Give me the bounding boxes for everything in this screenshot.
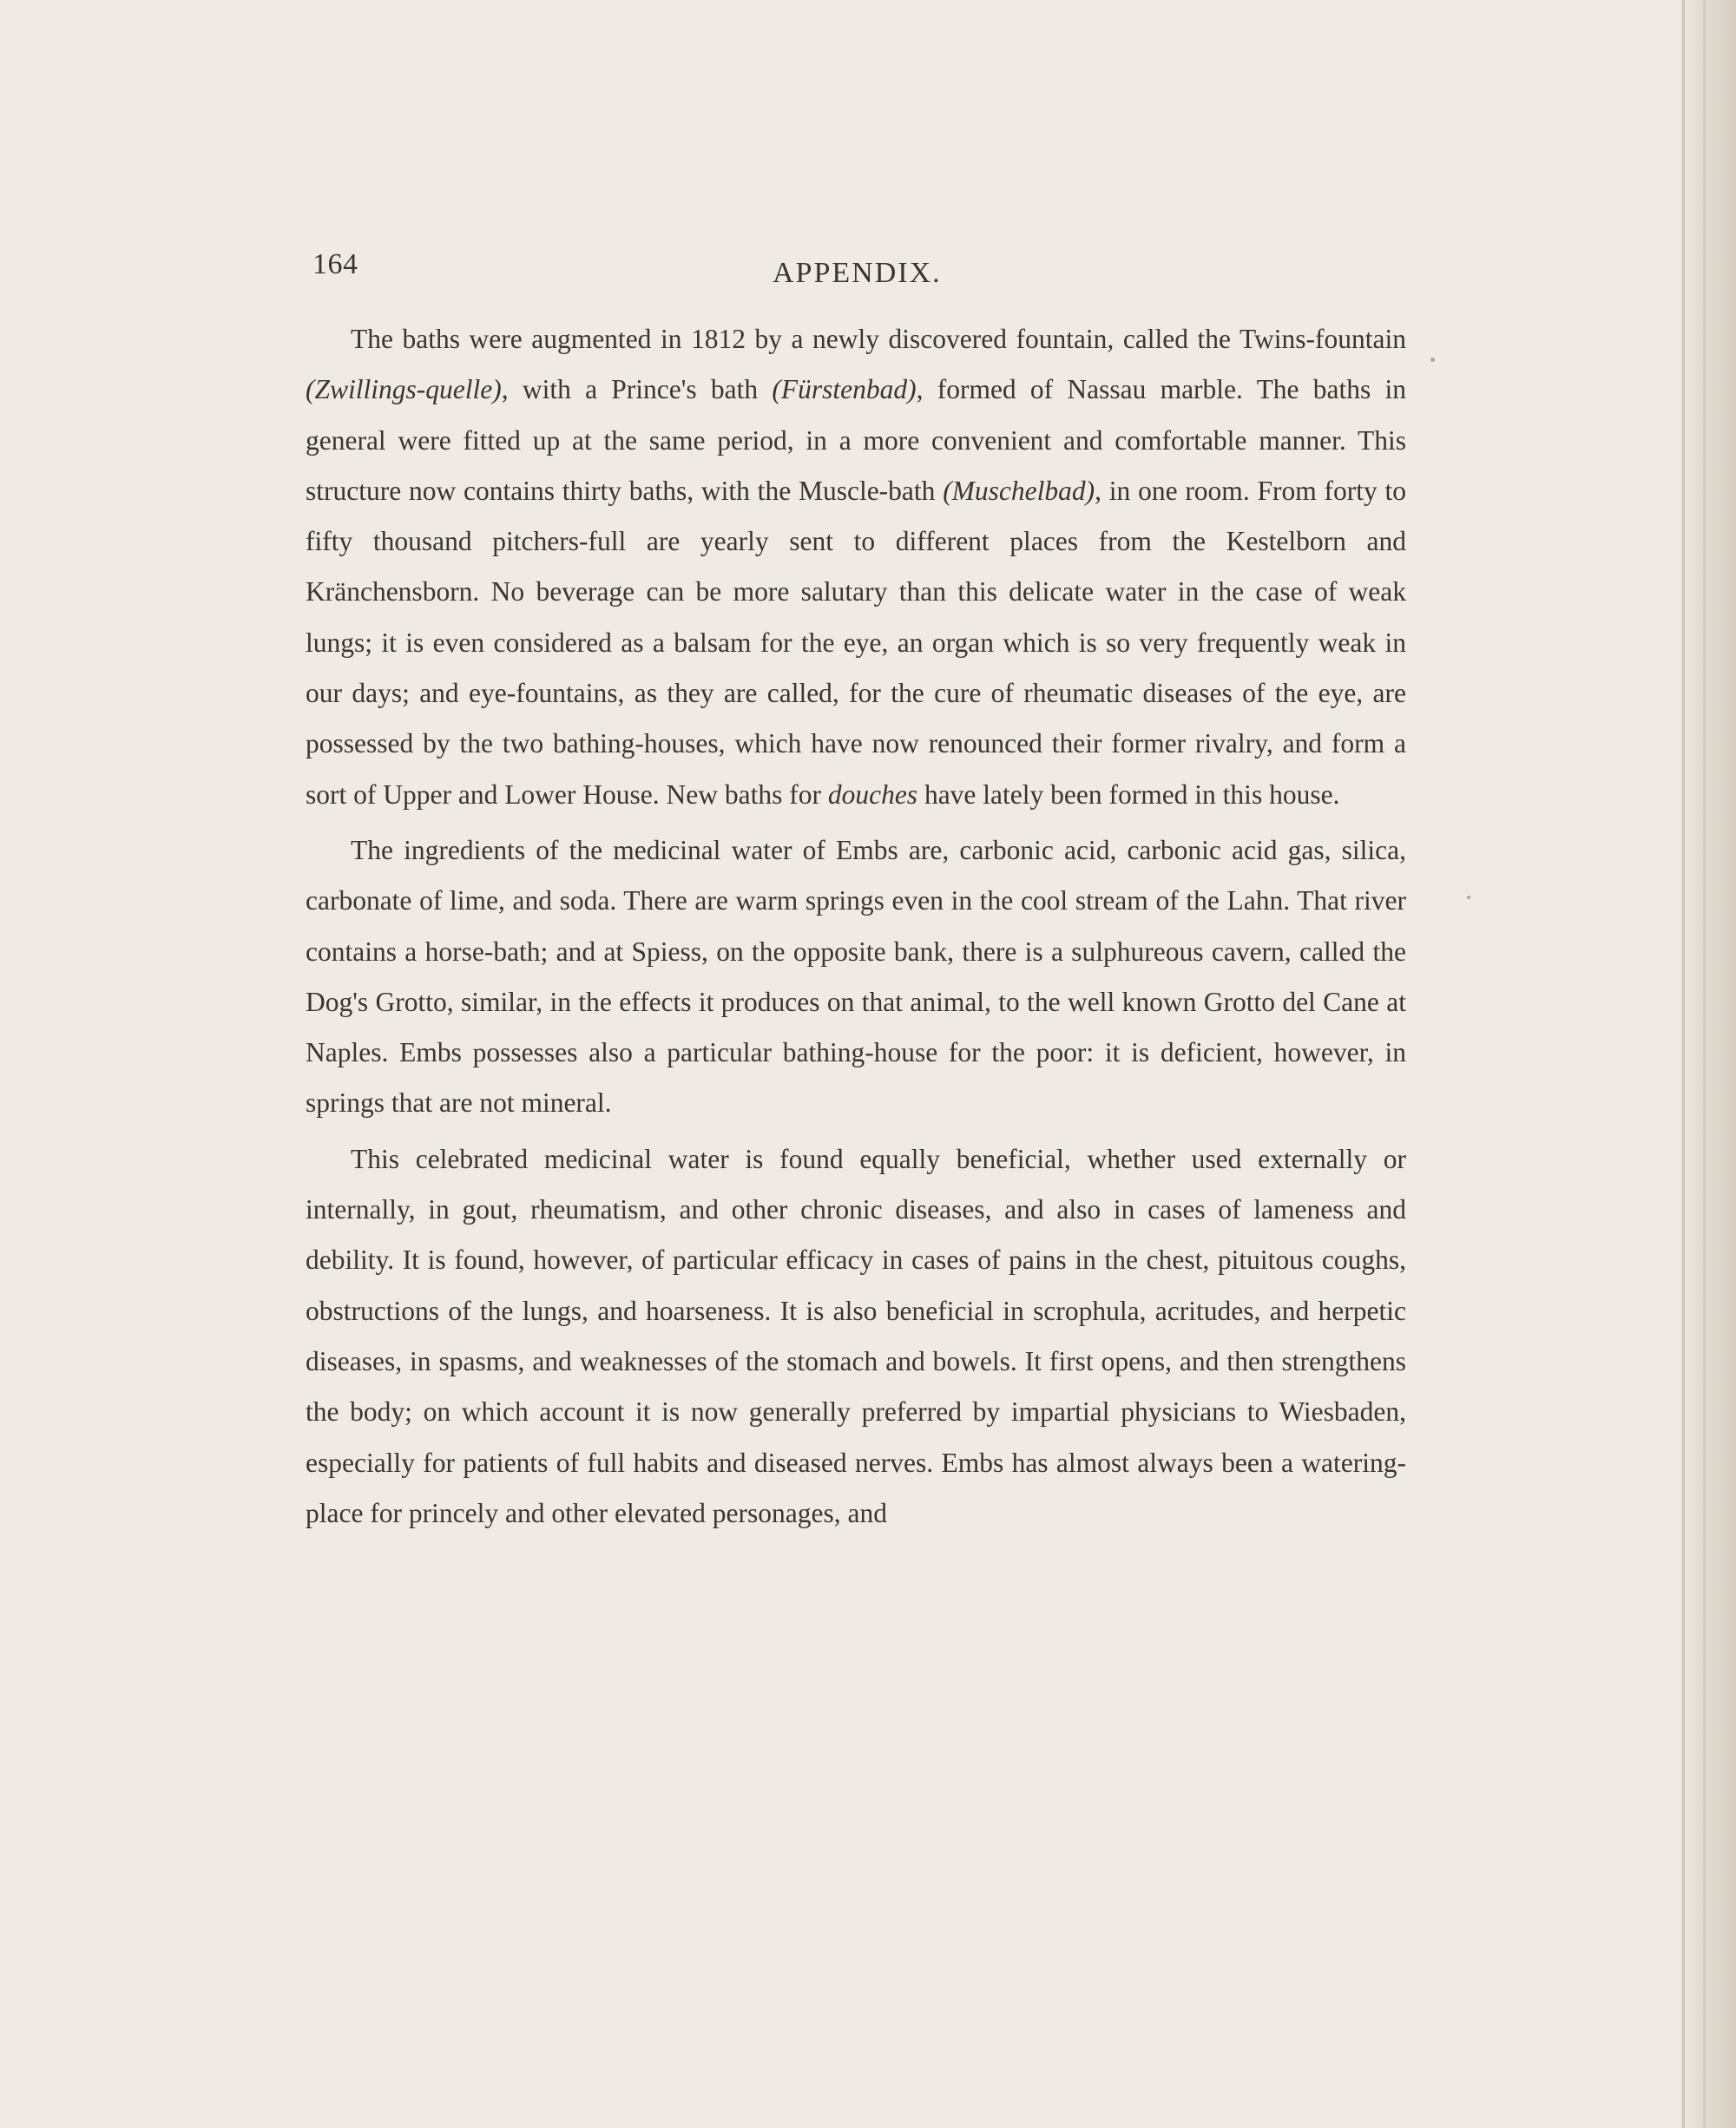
body-text (306, 314, 1406, 1539)
page-edge-line (1703, 0, 1706, 2128)
page-number: 164 (312, 248, 358, 280)
paragraph-ingredients: The ingredients of the medicinal water of Embs are, carbonic acid, carbonic acid gas, silica, carbonate of lime, and soda. There are warm springs even in the cool stream of the Lahn. That river contains a horse-bath; and at Spiess, on the opposite bank, there is a sulphureous cavern, called the Dog's Grotto, similar, in the effects it produces on that animal, to the well known Grotto del Cane at Naples. Embs possesses also a particular bathing-house for the poor: it is deficient, however, in springs that are not mineral. (306, 834, 1406, 1119)
paragraph-benefits: This celebrated medicinal water is found equally beneficial, whether used externally or internally, in gout, rheumatism, and other chronic diseases, and also in cases of lameness and debility. It is found, however, of particular efficacy in cases of pains in the chest, pituitous coughs, obstructions of the lungs, and hoarseness. It is also beneficial in scrophula, acritudes, and herpetic diseases, in spasms, and weaknesses of the stomach and bowels. It first opens, and then strengthens the body; on which account it is now generally preferred by impartial physicians to Wiesbaden, especially for patients of full habits and diseased nerves. Embs has almost always been a watering-place for princely and other elevated personages, and (306, 1143, 1406, 1528)
paragraph-text: , in one room. From forty to fifty thousand pitchers-full are yearly sent to different places from the Kestelborn and Kränchensborn. No beverage can be more salutary than this delicate water in the case of weak lungs; it is even considered as a balsam for the eye, an organ which is so very frequently weak in our days; and eye-fountains, as they are called, for the cure of rheumatic diseases of the eye, are possessed by the two bathing-houses, which have now renounced their former rivalry, and form a sort of Upper and Lower House. New baths for (306, 475, 1407, 810)
page-edge-shadow (1682, 0, 1685, 2128)
paragraph-baths (306, 314, 1406, 820)
italic-term: douches (827, 778, 918, 810)
page-header (306, 248, 1399, 300)
italic-term: (Fürstenbad) (772, 374, 917, 405)
paragraph-text: The baths were augmented in 1812 by a newly discovered fountain, called the Twins-fountain (351, 324, 1406, 354)
italic-term: (Zwillings-quelle) (306, 374, 502, 405)
running-head-title: APPENDIX. (773, 257, 942, 289)
italic-term: (Muschelbad) (943, 475, 1095, 506)
paragraph-text: , formed of Nassau marble. The baths in general were fitted up at the same period, in a more convenient and comfortable manner. This structure now contains thirty baths, with the Muscle-bath (306, 374, 1406, 506)
paragraph-text: have lately been formed in this house. (917, 778, 1340, 810)
paper-speck (1430, 358, 1435, 362)
paragraph-text: , with a Prince's bath (501, 374, 773, 405)
paper-speck (1467, 896, 1470, 899)
